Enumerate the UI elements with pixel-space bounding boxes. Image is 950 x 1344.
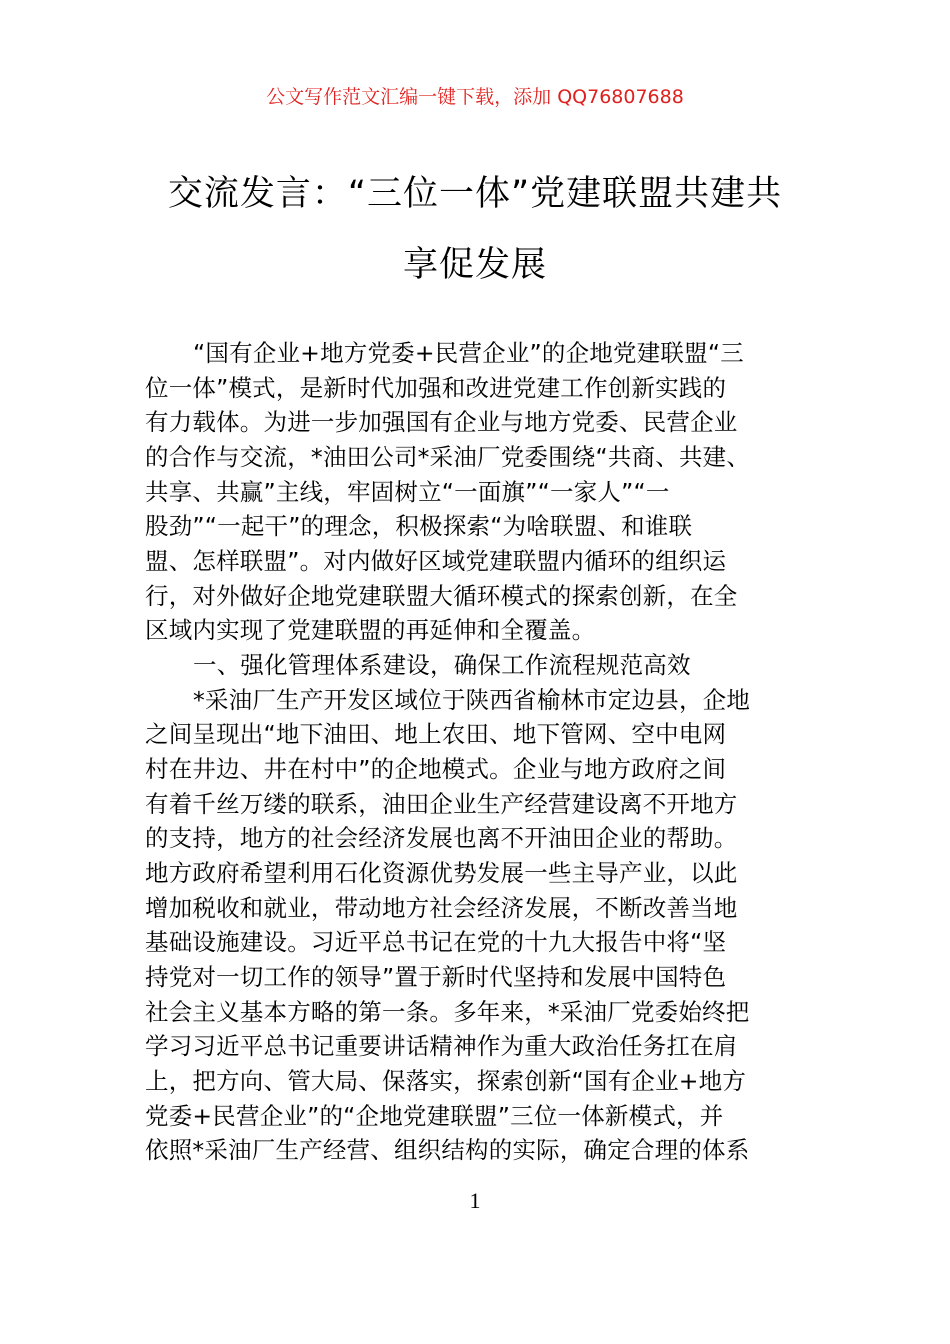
paragraph-line: 股劲”“一起干”的理念，积极探索“为啥联盟、和谁联 — [145, 512, 693, 540]
paragraph-line: 持党对一切工作的领导”置于新时代坚持和发展中国特色 — [145, 963, 727, 991]
paragraph-line: 村在井边、井在村中”的企地模式。企业与地方政府之间 — [145, 755, 727, 783]
paragraph-line: 地方政府希望利用石化资源优势发展一些主导产业，以此 — [145, 859, 738, 887]
page-number: 1 — [469, 1188, 481, 1213]
paragraph-line: 的合作与交流，*油田公司*采油厂党委围绕“共商、共建、 — [145, 443, 751, 471]
paragraph-line: 社会主义基本方略的第一条。多年来，*采油厂党委始终把 — [145, 998, 750, 1026]
paragraph-line: “国有企业+地方党委+民营企业”的企地党建联盟“三 — [193, 339, 744, 367]
paragraph-line: 行，对外做好企地党建联盟大循环模式的探索创新，在全 — [145, 582, 738, 610]
paragraph-line: 增加税收和就业，带动地方社会经济发展，不断改善当地 — [145, 894, 738, 922]
promo-header: 公文写作范文汇编一键下载，添加 QQ76807688 — [266, 86, 684, 108]
document-title-line-2: 享促发展 — [402, 245, 547, 285]
paragraph-line: 学习习近平总书记重要讲话精神作为重大政治任务扛在肩 — [145, 1032, 738, 1060]
section-heading: 一、强化管理体系建设，确保工作流程规范高效 — [193, 651, 691, 679]
paragraph-line: 位一体”模式，是新时代加强和改进党建工作创新实践的 — [145, 374, 727, 402]
document-title-line-1: 交流发言：“三位一体”党建联盟共建共 — [167, 174, 783, 214]
paragraph-line: 之间呈现出“地下油田、地上农田、地下管网、空中电网 — [145, 720, 727, 748]
paragraph-line: 基础设施建设。习近平总书记在党的十九大报告中将“坚 — [145, 928, 727, 956]
paragraph-line: 党委+民营企业”的“企地党建联盟”三位一体新模式，并 — [145, 1102, 724, 1130]
paragraph-line: 有力载体。为进一步加强国有企业与地方党委、民营企业 — [145, 408, 738, 436]
paragraph-line: 的支持，地方的社会经济发展也离不开油田企业的帮助。 — [145, 824, 738, 852]
paragraph-line: 依照*采油厂生产经营、组织结构的实际，确定合理的体系 — [145, 1136, 750, 1164]
paragraph-line: *采油厂生产开发区域位于陕西省榆林市定边县，企地 — [193, 686, 751, 714]
paragraph-line: 上，把方向、管大局、保落实，探索创新“国有企业+地方 — [145, 1067, 747, 1095]
paragraph-line: 区域内实现了党建联盟的再延伸和全覆盖。 — [145, 616, 596, 644]
paragraph-line: 有着千丝万缕的联系，油田企业生产经营建设离不开地方 — [145, 790, 738, 818]
paragraph-line: 盟、怎样联盟”。对内做好区域党建联盟内循环的组织运 — [145, 547, 727, 575]
paragraph-line: 共享、共赢”主线，牢固树立“一面旗”“一家人”“一 — [145, 478, 670, 506]
